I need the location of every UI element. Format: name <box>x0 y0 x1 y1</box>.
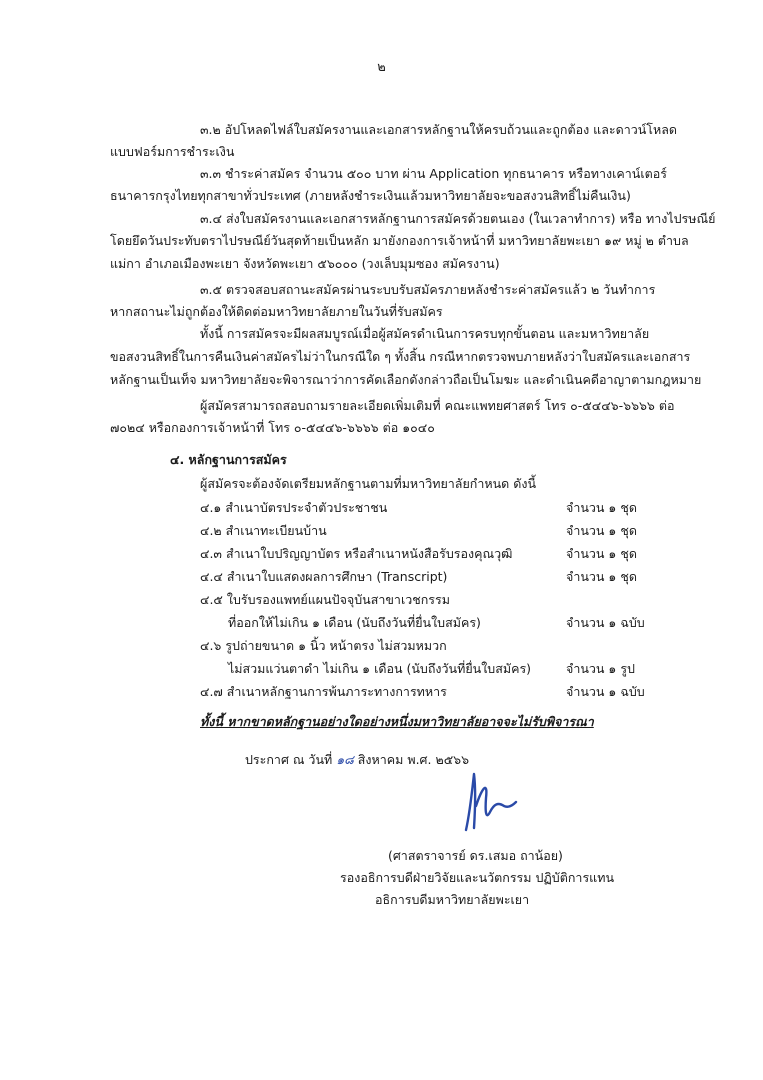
evidence-item-qty: จำนวน ๑ ชุด <box>566 546 637 561</box>
note-line2: ขอสงวนสิทธิ์ในการคืนเงินค่าสมัครไม่ว่าในกรณีใด ๆ ทั้งสิ้น กรณีหากตรวจพบภายหลังว่าใบสมัครและเอกสาร <box>110 349 691 364</box>
evidence-warning: ทั้งนี้ หากขาดหลักฐานอย่างใดอย่างหนึ่งมหาวิทยาลัยอาจจะไม่รับพิจารณา <box>200 714 594 729</box>
section-4-heading: ๔. หลักฐานการสมัคร <box>170 452 287 467</box>
evidence-item-label-cont: ที่ออกให้ไม่เกิน ๑ เดือน (นับถึงวันที่ยื่นใบสมัคร) <box>228 615 481 630</box>
note-line1: ทั้งนี้ การสมัครจะมีผลสมบูรณ์เมื่อผู้สมัครดำเนินการครบทุกขั้นตอน และมหาวิทยาลัย <box>200 326 650 341</box>
item-3-2-line2: แบบฟอร์มการชำระเงิน <box>110 144 235 159</box>
evidence-item-label: ๔.๓ สำเนาใบปริญญาบัตร หรือสำเนาหนังสือรับรองคุณวุฒิ <box>200 546 513 561</box>
announcement-prefix: ประกาศ ณ วันที่ <box>245 752 333 767</box>
item-3-5-line1: ๓.๕ ตรวจสอบสถานะสมัครผ่านระบบรับสมัครภายหลังชำระค่าสมัครแล้ว ๒ วันทำการ <box>200 282 656 297</box>
evidence-item-label: ๔.๑ สำเนาบัตรประจำตัวประชาชน <box>200 500 388 515</box>
item-3-3-line1: ๓.๓ ชำระค่าสมัคร จำนวน ๕๐๐ บาท ผ่าน Application ทุกธนาคาร หรือทางเคาน์เตอร์ <box>200 166 667 181</box>
item-3-4-line1: ๓.๔ ส่งใบสมัครงานและเอกสารหลักฐานการสมัครด้วยตนเอง (ในเวลาทำการ) หรือ ทางไปรษณีย์ <box>200 211 716 226</box>
evidence-item-qty: จำนวน ๑ ชุด <box>566 500 637 515</box>
announcement-year: ๒๕๖๖ <box>435 752 470 767</box>
announcement-month-year: สิงหาคม พ.ศ. <box>357 752 432 767</box>
item-3-2-line1: ๓.๒ อัปโหลดไฟล์ใบสมัครงานและเอกสารหลักฐานให้ครบถ้วนและถูกต้อง และดาวน์โหลด <box>200 122 678 137</box>
contact-line2: ๗๐๒๔ หรือกองการเจ้าหน้าที่ โทร ๐-๕๔๔๖-๖๖๖๖ ต่อ ๑๐๔๐ <box>110 420 435 435</box>
evidence-item-qty: จำนวน ๑ ฉบับ <box>566 615 645 630</box>
evidence-item-qty: จำนวน ๑ รูป <box>566 661 635 676</box>
evidence-item-label: ๔.๕ ใบรับรองแพทย์แผนปัจจุบันสาขาเวชกรรม <box>200 592 450 607</box>
item-3-3-line2: ธนาคารกรุงไทยทุกสาขาทั่วประเทศ (ภายหลังชำระเงินแล้วมหาวิทยาลัยจะขอสงวนสิทธิ์ไม่คืนเงิน) <box>110 188 631 203</box>
note-line3: หลักฐานเป็นเท็จ มหาวิทยาลัยจะพิจารณาว่าการคัดเลือกดังกล่าวถือเป็นโมฆะ และดำเนินคดีอาญาตามกฎหมาย <box>110 372 702 387</box>
evidence-item-label: ๔.๒ สำเนาทะเบียนบ้าน <box>200 523 327 538</box>
evidence-item-label: ๔.๗ สำเนาหลักฐานการพ้นภาระทางการทหาร <box>200 684 447 699</box>
item-3-5-line2: หากสถานะไม่ถูกต้องให้ติดต่อมหาวิทยาลัยภายในวันที่รับสมัคร <box>110 304 443 319</box>
evidence-item-qty: จำนวน ๑ ชุด <box>566 523 637 538</box>
section-4-intro: ผู้สมัครจะต้องจัดเตรียมหลักฐานตามที่มหาวิทยาลัยกำหนด ดังนี้ <box>200 476 537 491</box>
signatory-title-1: รองอธิการบดีฝ่ายวิจัยและนวัตกรรม ปฏิบัติการแทน <box>340 870 614 885</box>
handwritten-signature-icon <box>452 768 522 838</box>
signatory-name: (ศาสตราจารย์ ดร.เสมอ ถาน้อย) <box>388 848 563 863</box>
contact-line1: ผู้สมัครสามารถสอบถามรายละเอียดเพิ่มเติมที่ คณะแพทยศาสตร์ โทร ๐-๕๔๔๖-๖๖๖๖ ต่อ <box>200 398 675 413</box>
evidence-item-label-cont: ไม่สวมแว่นตาดำ ไม่เกิน ๑ เดือน (นับถึงวันที่ยื่นใบสมัคร) <box>228 661 532 676</box>
evidence-item-label: ๔.๔ สำเนาใบแสดงผลการศึกษา (Transcript) <box>200 569 448 584</box>
item-3-4-line2: โดยยึดวันประทับตราไปรษณีย์วันสุดท้ายเป็นหลัก มายังกองการเจ้าหน้าที่ มหาวิทยาลัยพะเยา ๑๙ หมู่ ๒ ตำบล <box>110 233 689 248</box>
evidence-item-label: ๔.๖ รูปถ่ายขนาด ๑ นิ้ว หน้าตรง ไม่สวมหมวก <box>200 638 447 653</box>
evidence-item-qty: จำนวน ๑ ฉบับ <box>566 684 645 699</box>
announcement-day: ๑๘ <box>336 752 354 767</box>
evidence-item-qty: จำนวน ๑ ชุด <box>566 569 637 584</box>
signatory-title-2: อธิการบดีมหาวิทยาลัยพะเยา <box>375 892 530 907</box>
item-3-4-line3: แม่กา อำเภอเมืองพะเยา จังหวัดพะเยา ๕๖๐๐๐ (วงเล็บมุมซอง สมัครงาน) <box>110 256 500 271</box>
announcement-date <box>245 752 469 768</box>
page-number: ๒ <box>377 60 386 75</box>
